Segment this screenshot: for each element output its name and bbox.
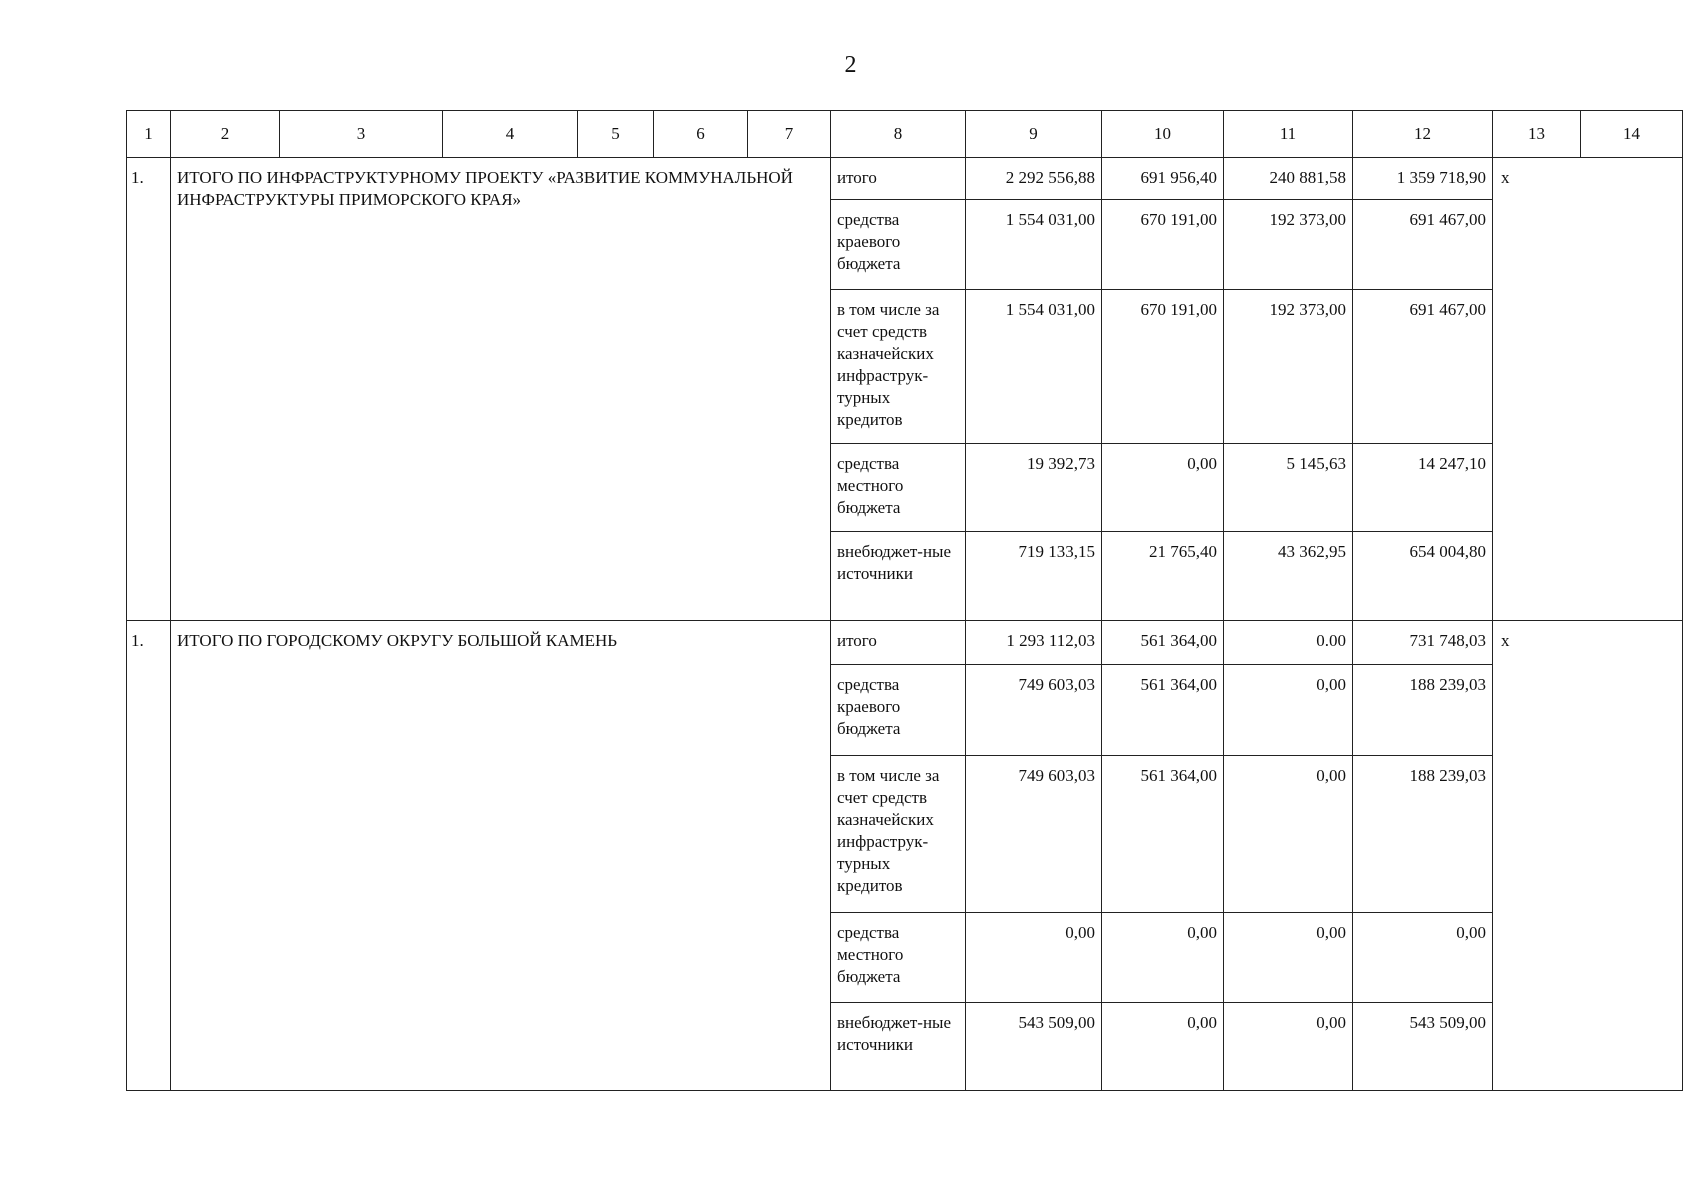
value-cell: 19 392,73	[966, 444, 1102, 532]
value-cell: 0.00	[1224, 621, 1353, 665]
value-cell: 192 373,00	[1224, 200, 1353, 290]
value-cell: 0,00	[1224, 913, 1353, 1003]
row-label: итого	[831, 621, 966, 665]
value-cell: 188 239,03	[1353, 665, 1493, 756]
empty-cell	[1581, 621, 1683, 1091]
column-header: 14	[1581, 111, 1683, 158]
section-number: 1.	[127, 158, 171, 621]
column-header: 3	[280, 111, 443, 158]
value-cell: 192 373,00	[1224, 290, 1353, 444]
value-cell: 43 362,95	[1224, 532, 1353, 621]
value-cell: 0,00	[1224, 665, 1353, 756]
value-cell: 21 765,40	[1102, 532, 1224, 621]
column-header: 1	[127, 111, 171, 158]
row-label: средства местного бюджета	[831, 913, 966, 1003]
header-row	[127, 111, 1683, 158]
value-cell: 561 364,00	[1102, 621, 1224, 665]
column-header: 5	[578, 111, 654, 158]
column-header: 12	[1353, 111, 1493, 158]
row-label: средства краевого бюджета	[831, 200, 966, 290]
value-cell: 691 467,00	[1353, 290, 1493, 444]
value-cell: 0,00	[966, 913, 1102, 1003]
value-cell: 1 554 031,00	[966, 200, 1102, 290]
value-cell: 543 509,00	[966, 1003, 1102, 1091]
value-cell: 14 247,10	[1353, 444, 1493, 532]
column-header: 13	[1493, 111, 1581, 158]
empty-cell	[1581, 158, 1683, 621]
value-cell: 561 364,00	[1102, 665, 1224, 756]
section-row	[127, 158, 1683, 200]
section-row	[127, 621, 1683, 665]
column-header: 4	[443, 111, 578, 158]
budget-table	[126, 110, 1683, 1091]
value-cell: 670 191,00	[1102, 200, 1224, 290]
column-header: 6	[654, 111, 748, 158]
marker-cell: х	[1493, 621, 1581, 1091]
value-cell: 561 364,00	[1102, 756, 1224, 913]
value-cell: 0,00	[1102, 1003, 1224, 1091]
section-number: 1.	[127, 621, 171, 1091]
column-header: 8	[831, 111, 966, 158]
section-title: ИТОГО ПО ГОРОДСКОМУ ОКРУГУ БОЛЬШОЙ КАМЕНЬ	[171, 621, 831, 1091]
row-label: в том числе за счет средств казначейских инфраструк-турных кредитов	[831, 756, 966, 913]
column-header: 2	[171, 111, 280, 158]
value-cell: 188 239,03	[1353, 756, 1493, 913]
column-header: 9	[966, 111, 1102, 158]
value-cell: 670 191,00	[1102, 290, 1224, 444]
value-cell: 0,00	[1224, 756, 1353, 913]
row-label: внебюджет-ные источники	[831, 532, 966, 621]
row-label: средства местного бюджета	[831, 444, 966, 532]
value-cell: 543 509,00	[1353, 1003, 1493, 1091]
value-cell: 719 133,15	[966, 532, 1102, 621]
value-cell: 749 603,03	[966, 756, 1102, 913]
row-label: внебюджет-ные источники	[831, 1003, 966, 1091]
value-cell: 691 467,00	[1353, 200, 1493, 290]
column-header: 7	[748, 111, 831, 158]
value-cell: 1 359 718,90	[1353, 158, 1493, 200]
row-label: в том числе за счет средств казначейских инфраструк-турных кредитов	[831, 290, 966, 444]
value-cell: 2 292 556,88	[966, 158, 1102, 200]
value-cell: 0,00	[1353, 913, 1493, 1003]
value-cell: 240 881,58	[1224, 158, 1353, 200]
value-cell: 654 004,80	[1353, 532, 1493, 621]
row-label: итого	[831, 158, 966, 200]
value-cell: 5 145,63	[1224, 444, 1353, 532]
value-cell: 1 554 031,00	[966, 290, 1102, 444]
value-cell: 0,00	[1102, 444, 1224, 532]
row-label: средства краевого бюджета	[831, 665, 966, 756]
value-cell: 0,00	[1224, 1003, 1353, 1091]
page-number: 2	[844, 52, 857, 78]
section-title: ИТОГО ПО ИНФРАСТРУКТУРНОМУ ПРОЕКТУ «РАЗВИТИЕ КОММУНАЛЬНОЙ ИНФРАСТРУКТУРЫ ПРИМОРСКОГО КРАЯ»	[171, 158, 831, 621]
value-cell: 749 603,03	[966, 665, 1102, 756]
value-cell: 1 293 112,03	[966, 621, 1102, 665]
column-header: 10	[1102, 111, 1224, 158]
column-header: 11	[1224, 111, 1353, 158]
value-cell: 0,00	[1102, 913, 1224, 1003]
marker-cell: х	[1493, 158, 1581, 621]
value-cell: 731 748,03	[1353, 621, 1493, 665]
value-cell: 691 956,40	[1102, 158, 1224, 200]
